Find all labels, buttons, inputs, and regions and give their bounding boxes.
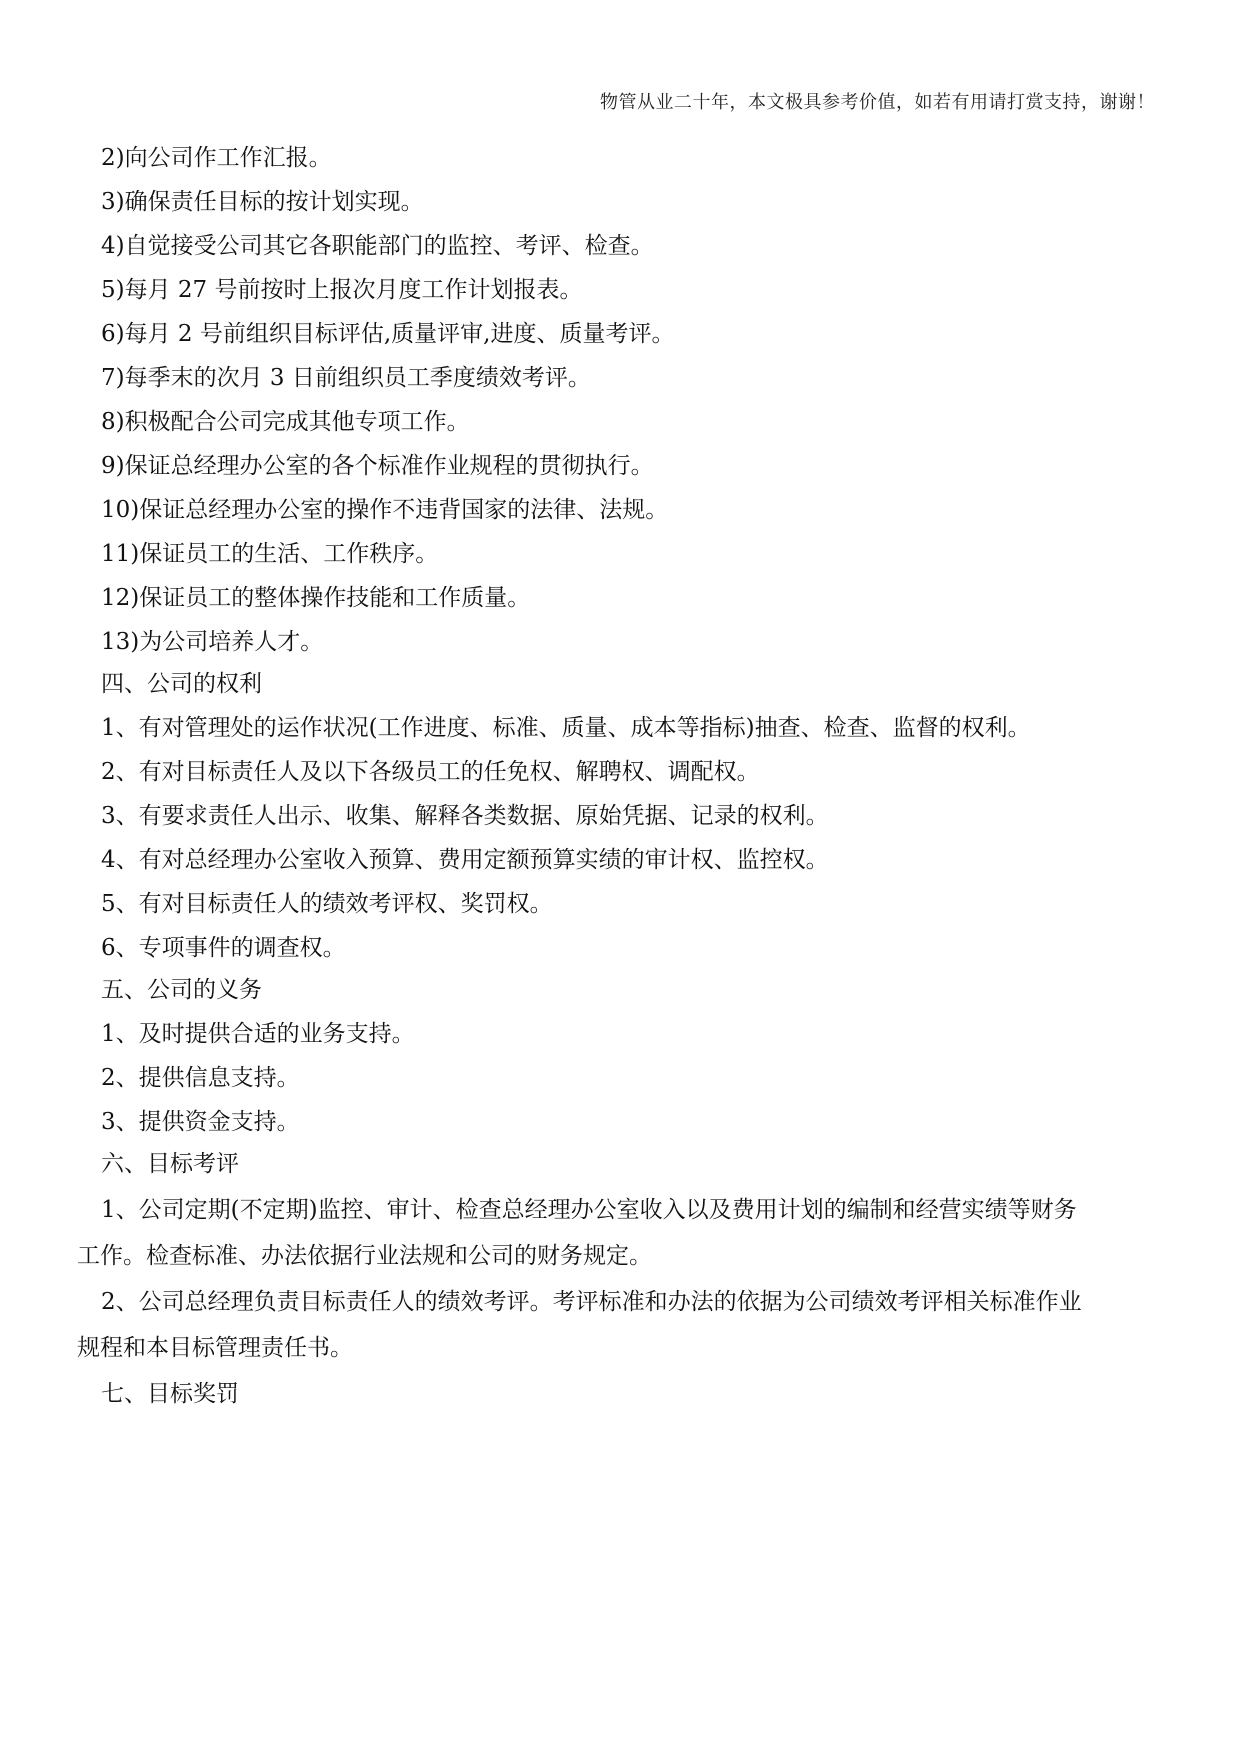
- doc-line: 3、有要求责任人出示、收集、解释各类数据、原始凭据、记录的权利。: [101, 803, 829, 829]
- doc-line: 2、公司总经理负责目标责任人的绩效考评。考评标准和办法的依据为公司绩效考评相关标准作业: [101, 1289, 1082, 1315]
- doc-line: 2)向公司作工作汇报。: [101, 145, 332, 171]
- doc-line: 6、专项事件的调查权。: [101, 935, 346, 961]
- doc-line: 工作。检查标准、办法依据行业法规和公司的财务规定。: [77, 1243, 652, 1269]
- section-heading: 四、公司的权利: [101, 671, 262, 697]
- doc-line: 10)保证总经理办公室的操作不违背国家的法律、法规。: [101, 497, 669, 523]
- doc-line: 2、有对目标责任人及以下各级员工的任免权、解聘权、调配权。: [101, 759, 760, 785]
- doc-line: 1、及时提供合适的业务支持。: [101, 1021, 415, 1047]
- doc-line: 3)确保责任目标的按计划实现。: [101, 189, 424, 215]
- doc-line: 11)保证员工的生活、工作秩序。: [101, 541, 439, 567]
- doc-line: 9)保证总经理办公室的各个标准作业规程的贯彻执行。: [101, 453, 654, 479]
- doc-line: 13)为公司培养人才。: [101, 629, 324, 655]
- section-heading: 七、目标奖罚: [101, 1381, 239, 1407]
- doc-line: 3、提供资金支持。: [101, 1109, 300, 1135]
- doc-line: 6)每月 2 号前组织目标评估,质量评审,进度、质量考评。: [101, 321, 675, 347]
- doc-line: 8)积极配合公司完成其他专项工作。: [101, 409, 470, 435]
- doc-line: 7)每季末的次月 3 日前组织员工季度绩效考评。: [101, 365, 591, 391]
- doc-line: 规程和本目标管理责任书。: [77, 1335, 353, 1361]
- doc-line: 4)自觉接受公司其它各职能部门的监控、考评、检查。: [101, 233, 654, 259]
- doc-line: 1、有对管理处的运作状况(工作进度、标准、质量、成本等指标)抽查、检查、监督的权利。: [101, 715, 1031, 741]
- section-heading: 六、目标考评: [101, 1151, 239, 1177]
- doc-line: 5)每月 27 号前按时上报次月度工作计划报表。: [101, 277, 583, 303]
- doc-line: 5、有对目标责任人的绩效考评权、奖罚权。: [101, 891, 553, 917]
- doc-line: 4、有对总经理办公室收入预算、费用定额预算实绩的审计权、监控权。: [101, 847, 829, 873]
- header-note: 物管从业二十年，本文极具参考价值，如若有用请打赏支持，谢谢！: [600, 92, 1155, 113]
- section-heading: 五、公司的义务: [101, 977, 262, 1003]
- doc-line: 1、公司定期(不定期)监控、审计、检查总经理办公室收入以及费用计划的编制和经营实绩等财务: [101, 1197, 1077, 1223]
- doc-line: 2、提供信息支持。: [101, 1065, 300, 1091]
- doc-line: 12)保证员工的整体操作技能和工作质量。: [101, 585, 531, 611]
